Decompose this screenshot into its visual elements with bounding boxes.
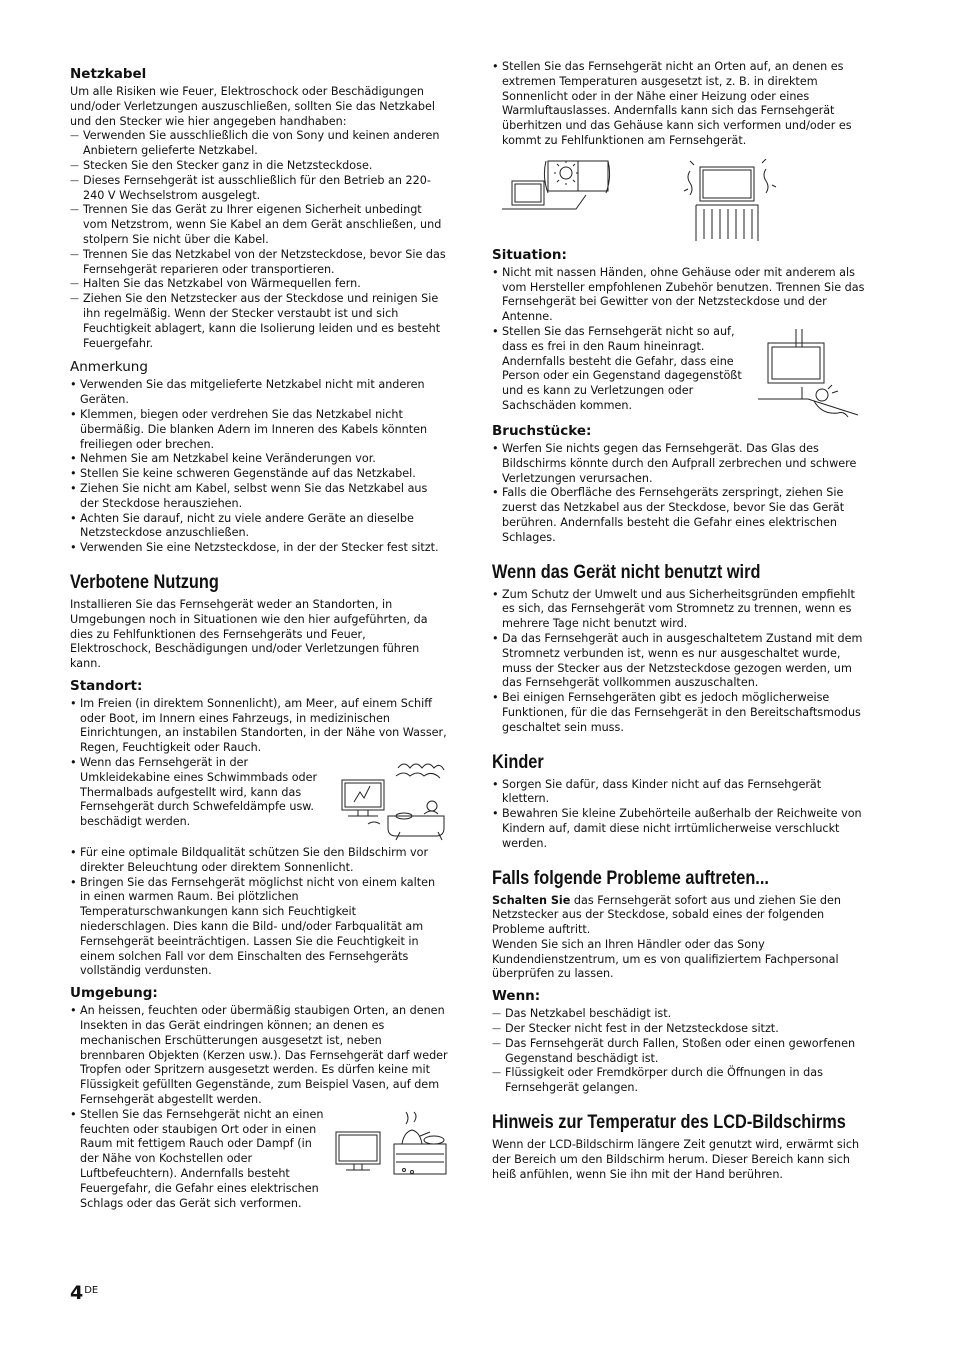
list-item: — Verwenden Sie ausschließlich die von Sony und keinen anderen Anbietern gelieferte Netzkabel. xyxy=(70,129,448,159)
umgebung-item-text: Stellen Sie das Fernsehgerät nicht an einen feuchten oder staubigen Ort oder in einen Raum mit fettigem Rauch oder Dampf (in der Nähe von Kochstellen oder Luftbefeuchtern). Andernfalls besteht Feuergefahr, die Gefahr eines elektrischen Schlags oder das Gerät sich verformen. xyxy=(80,1107,324,1210)
lcd-text: Wenn der LCD-Bildschirm längere Zeit genutzt wird, erwärmt sich der Bereich um den Bildschirm herum. Dieser Bereich kann sich heiß anfühlen, wenn Sie ihn mit der Hand berühren. xyxy=(492,1138,860,1181)
list-item: — Das Fernsehgerät durch Fallen, Stoßen oder einen geworfenen Gegenstand beschädigt ist. xyxy=(492,1037,870,1067)
list-item: — Der Stecker nicht fest in der Netzsteckdose sitzt. xyxy=(492,1022,870,1037)
list-item: • Verwenden Sie eine Netzsteckdose, in der der Stecker fest sitzt. xyxy=(70,541,448,556)
page-number-value: 4 xyxy=(70,1282,84,1304)
list-item xyxy=(70,1108,448,1212)
list-item: — Trennen Sie das Gerät zu Ihrer eigenen Sicherheit unbedingt vom Netzstrom, wenn Sie Kabel an dem Gerät anschließen, und stolpern Sie nicht über die Kabel. xyxy=(70,203,448,247)
probleme-heading: Falls folgende Probleme auftreten... xyxy=(492,867,769,889)
heat-illustrations xyxy=(492,159,870,241)
probleme-para2: Wenden Sie sich an Ihren Händler oder das Sony Kundendienstzentrum, um es von qualifiziertem Fachpersonal überprüfen zu lassen. xyxy=(492,937,839,981)
left-column xyxy=(70,60,448,1211)
lcd-heading: Hinweis zur Temperatur des LCD-Bildschirms xyxy=(492,1112,846,1134)
list-item: — Trennen Sie das Netzkabel von der Netzsteckdose, bevor Sie das Fernsehgerät reparieren oder transportieren. xyxy=(70,248,448,278)
page-language-suffix: DE xyxy=(84,1285,99,1296)
kinder-heading: Kinder xyxy=(492,751,544,773)
netzkabel-list xyxy=(70,129,448,351)
standort-item-text: Wenn das Fernsehgerät in der Umkleidekabine eines Schwimmbads oder Thermalbads aufgestellt wird, kann das Fernsehgerät durch Schwefeldämpfe usw. beschädigt werden. xyxy=(80,756,318,829)
list-item: • Bringen Sie das Fernsehgerät möglichst nicht von einem kalten in einen warmen Raum. Bei plötzlichen Temperaturschwankungen kann sich Feuchtigkeit niederschlagen. Dies kann die Bild- und/oder Farbqualität am Fernsehgerät beeinträchtigen. Lassen Sie die Feuchtigkeit in einem solchen Fall vor dem Einschalten des Fernsehgeräts vollständig verdunsten. xyxy=(70,876,448,980)
list-item: • Zum Schutz der Umwelt und aus Sicherheitsgründen empfiehlt es sich, das Fernsehgerät vom Stromnetz zu trennen, wenn es mehrere Tage nicht benutzt wird. xyxy=(492,588,870,632)
umgebung-list xyxy=(70,1004,448,1211)
list-item: — Halten Sie das Netzkabel von Wärmequellen fern. xyxy=(70,277,448,292)
verbotene-intro: Installieren Sie das Fernsehgerät weder an Standorten, in Umgebungen noch in Situationen wie den hier aufgeführten, da dies zu Fehlfunktionen des Fernsehgeräts und Feuer, Elektroschock, Beschädigungen und/oder Verletzungen führen kann. xyxy=(70,597,428,671)
list-item: • Achten Sie darauf, nicht zu viele andere Geräte an dieselbe Netzsteckdose anzuschließen. xyxy=(70,512,448,542)
kinder-list xyxy=(492,778,870,852)
list-item: — Das Netzkabel beschädigt ist. xyxy=(492,1007,870,1022)
list-item: — Ziehen Sie den Netzstecker aus der Steckdose und reinigen Sie ihn regelmäßig. Wenn der Stecker verstaubt ist und sich Feuchtigkeit ablagert, kann die Isolierung leiden und es besteht Feuergefahr. xyxy=(70,292,448,351)
wenn-list xyxy=(492,1007,870,1096)
wall-mount-bump-illustration xyxy=(758,327,870,419)
list-item: • Nicht mit nassen Händen, ohne Gehäuse oder mit anderem als vom Hersteller empfohlenen Zubehör benutzen. Trennen Sie das Fernsehgerät bei Gewitter von der Netzsteckdose und der Antenne. xyxy=(492,266,870,325)
list-item: • Sorgen Sie dafür, dass Kinder nicht auf das Fernsehgerät klettern. xyxy=(492,778,870,808)
list-item: • An heissen, feuchten oder übermäßig staubigen Orten, an denen Insekten in das Gerät eindringen können; an denen es mechanischen Erschütterungen ausgesetzt ist, neben brennbaren Objekten (Kerzen usw.). Das Fernsehgerät darf weder Tropfen oder Spritzern ausgesetzt werden. Es dürfen keine mit Flüssigkeit gefüllten Gegenstände, zum Beispiel Vasen, auf dem Fernsehgerät abgestellt werden. xyxy=(70,1004,448,1108)
heater-illustration xyxy=(682,159,782,241)
bath-steam-illustration xyxy=(338,758,448,842)
situation-list xyxy=(492,266,870,414)
list-item: • Stellen Sie das Fernsehgerät nicht an Orten auf, an denen es extremen Temperaturen ausgesetzt ist, z. B. in direktem Sonnenlicht oder in der Nähe einer Heizung oder eines Warmluftauslasses. Andernfalls kann sich das Fernsehgerät überhitzen und das Gehäuse kann sich verformen und/oder es kommt zu Fehlfunktionen am Fernsehgerät. xyxy=(492,60,870,149)
bruchstuecke-heading: Bruchstücke: xyxy=(492,422,592,439)
verbotene-heading: Verbotene Nutzung xyxy=(70,571,219,593)
probleme-lead-rest: das Fernsehgerät sofort aus und ziehen Sie den Netzstecker aus der Steckdose, sobald eines der folgenden Probleme auftritt. xyxy=(492,893,841,937)
situation-item-text: Stellen Sie das Fernsehgerät nicht so auf, dass es frei in den Raum hineinragt. Andernfalls besteht die Gefahr, dass eine Person oder ein Gegenstand dagegenstößt und es kann zu Verletzungen oder Sachschäden kommen. xyxy=(502,324,742,412)
list-item: — Flüssigkeit oder Fremdkörper durch die Öffnungen in das Fernsehgerät gelangen. xyxy=(492,1066,870,1096)
list-item: • Werfen Sie nichts gegen das Fernsehgerät. Das Glas des Bildschirms könnte durch den Aufprall zerbrechen und schwere Verletzungen verursachen. xyxy=(492,442,870,486)
list-item: • Verwenden Sie das mitgelieferte Netzkabel nicht mit anderen Geräten. xyxy=(70,378,448,408)
probleme-lead-bold: Schalten Sie xyxy=(492,893,571,907)
situation-heading: Situation: xyxy=(492,246,567,263)
standort-heading: Standort: xyxy=(70,677,143,694)
probleme-lead xyxy=(492,894,870,938)
list-item: • Nehmen Sie am Netzkabel keine Veränderungen vor. xyxy=(70,452,448,467)
nicht-benutzt-heading: Wenn das Gerät nicht benutzt wird xyxy=(492,561,761,583)
right-column xyxy=(492,60,870,1182)
list-item: • Ziehen Sie nicht am Kabel, selbst wenn Sie das Netzkabel aus der Steckdose herausziehen. xyxy=(70,482,448,512)
nicht-benutzt-list xyxy=(492,588,870,736)
list-item: • Im Freien (in direktem Sonnenlicht), am Meer, auf einem Schiff oder Boot, im Innern eines Fahrzeugs, in medizinischen Einrichtungen, an instabilen Standorten, in der Nähe von Wasser, Regen, Feuchtigkeit oder Rauch. xyxy=(70,697,448,756)
list-item: • Klemmen, biegen oder verdrehen Sie das Netzkabel nicht übermäßig. Die blanken Adern im Inneren des Kabels könnten freiliegen oder brechen. xyxy=(70,408,448,452)
page-number xyxy=(70,1282,98,1304)
list-item: — Stecken Sie den Stecker ganz in die Netzsteckdose. xyxy=(70,159,448,174)
list-item: • Da das Fernsehgerät auch in ausgeschaltetem Zustand mit dem Stromnetz verbunden ist, wenn es nur ausgeschaltet wurde, muss der Stecker aus der Netzsteckdose gezogen werden, um das Fernsehgerät vollkommen auszuschalten. xyxy=(492,632,870,691)
list-item: • Bei einigen Fernsehgeräten gibt es jedoch möglicherweise Funktionen, für die das Fernsehgerät in den Bereitschaftsmodus geschaltet sein muss. xyxy=(492,691,870,735)
anmerkung-list xyxy=(70,378,448,556)
bruchstuecke-list xyxy=(492,442,870,546)
list-item xyxy=(492,325,870,414)
list-item xyxy=(70,756,448,830)
sunlight-window-illustration xyxy=(502,159,612,219)
temperature-list xyxy=(492,60,870,149)
umgebung-heading: Umgebung: xyxy=(70,985,158,1002)
anmerkung-heading: Anmerkung xyxy=(70,359,148,376)
list-item: • Falls die Oberfläche des Fernsehgeräts zerspringt, ziehen Sie zuerst das Netzkabel aus der Steckdose, bevor Sie das Gerät berühren. Andernfalls besteht die Gefahr eines elektrischen Schlages. xyxy=(492,486,870,545)
netzkabel-heading: Netzkabel xyxy=(70,66,147,82)
list-item: — Dieses Fernsehgerät ist ausschließlich für den Betrieb an 220-240 V Wechselstrom ausgelegt. xyxy=(70,174,448,204)
standort-list xyxy=(70,697,448,979)
list-item: • Stellen Sie keine schweren Gegenstände auf das Netzkabel. xyxy=(70,467,448,482)
list-item: • Bewahren Sie kleine Zubehörteile außerhalb der Reichweite von Kindern auf, damit diese nicht irrtümlicherweise verschluckt werden. xyxy=(492,807,870,851)
wenn-heading: Wenn: xyxy=(492,988,541,1005)
list-item: • Für eine optimale Bildqualität schützen Sie den Bildschirm vor direkter Beleuchtung oder direktem Sonnenlicht. xyxy=(70,846,448,876)
kitchen-steam-illustration xyxy=(332,1110,448,1178)
netzkabel-intro: Um alle Risiken wie Feuer, Elektroschock oder Beschädigungen und/oder Verletzungen auszuschließen, sollten Sie das Netzkabel und den Stecker wie hier angegeben handhaben: xyxy=(70,85,435,128)
